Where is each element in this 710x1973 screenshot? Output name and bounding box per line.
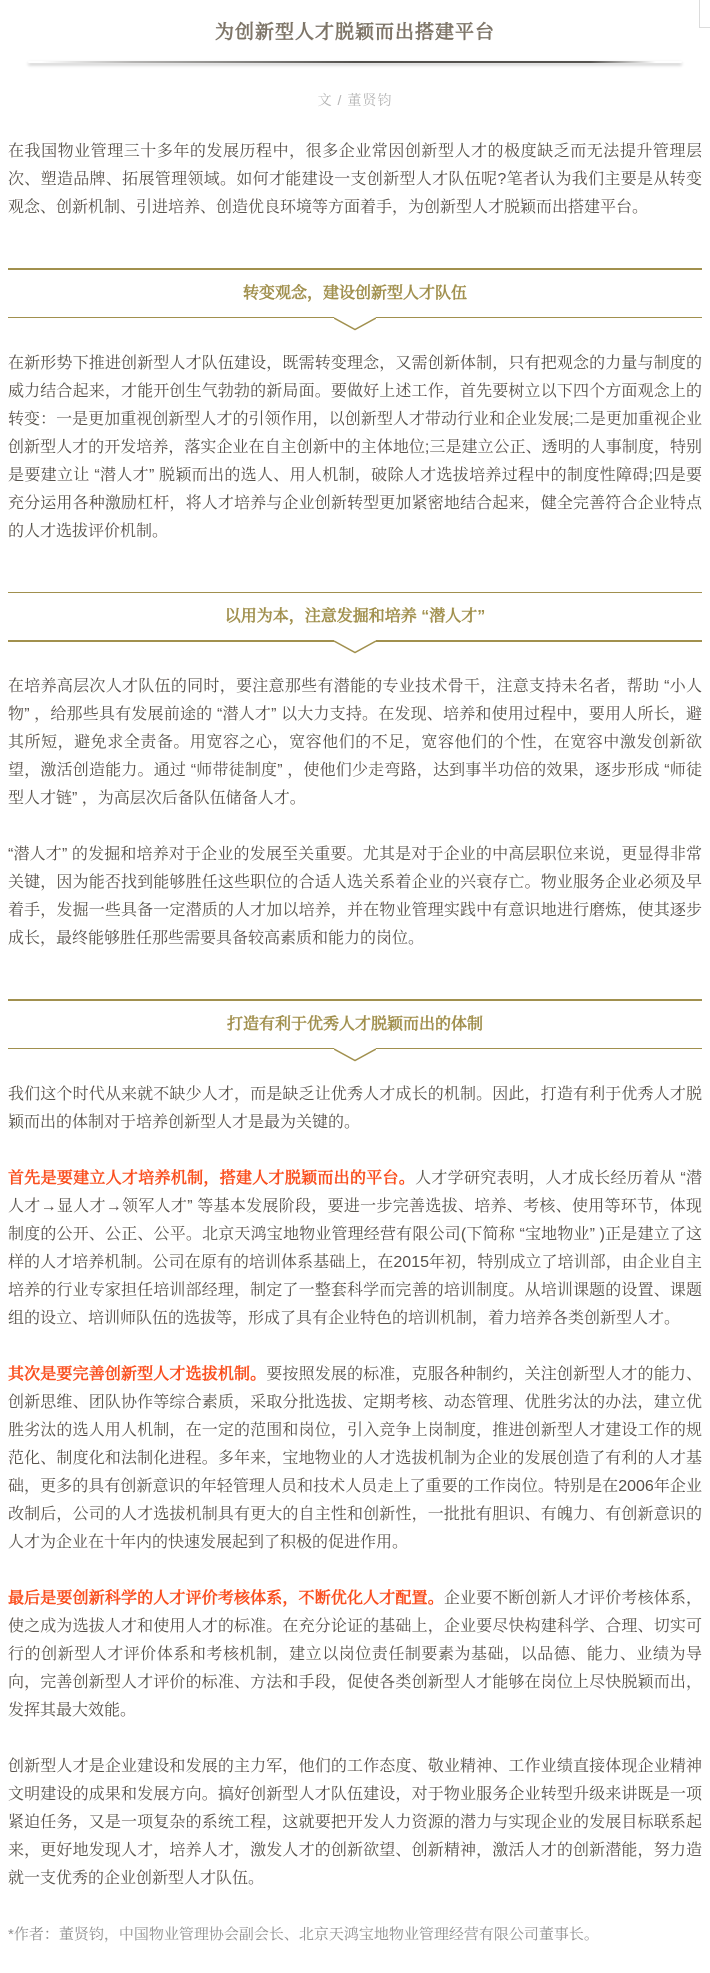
section-rule-bottom [8, 640, 702, 654]
rule-line [8, 1048, 334, 1050]
section-build-system [8, 999, 702, 1893]
rule-line [8, 317, 334, 319]
section-rule-bottom [8, 317, 702, 331]
page-title: 为创新型人才脱颖而出搭建平台 [214, 22, 495, 43]
chevron-notch-icon [334, 317, 376, 331]
paragraph-text: 要按照发展的标准，克服各种制约，关注创新型人才的能力、创新思维、团队协作等综合素质，采取分批选拔、定期考核、动态管理、优胜劣汰的办法，建立优胜劣汰的选人用人机制，在一定的范围和岗位，引入竞争上岗制度，推进创新型人才建设工作的规范化、制度化和法制化进程。多年来，宝地物业的人才选拔机制为企业的发展创造了有利的人才基础，更多的具有创新意识的年轻管理人员和技术人员走上了重要的工作岗位。特别是在2006年企业改制后，公司的人才选拔机制具有更大的自主性和创新性，一批批有胆识、有魄力、有创新意识的人才为企业在十年内的快速发展起到了积极的促进作用。 [8, 1365, 702, 1551]
paragraph [8, 1753, 702, 1893]
paragraph-text: 企业要不断创新人才评价考核体系，使之成为选拔人才和使用人才的标准。在充分论证的基础上，企业要尽快构建科学、合理、切实可行的创新型人才评价体系和考核机制，建立以岗位责任制要素为基础，以品德、能力、业绩为导向，完善创新型人才评价的标准、方法和手段，促使各类创新型人才能够在岗位上尽快脱颖而出，发挥其最大效能。 [8, 1589, 702, 1719]
rule-line [376, 317, 702, 319]
corner-frame-fragment [699, 0, 710, 28]
paragraph [8, 1165, 702, 1333]
paragraph-lead: 最后是要创新科学的人才评价考核体系，不断优化人才配置。 [8, 1589, 444, 1607]
author-footnote: *作者：董贤钧，中国物业管理协会副会长、北京天鸿宝地物业管理经营有限公司董事长。 [8, 1925, 599, 1943]
chevron-notch-icon [334, 1048, 376, 1062]
section-rule-top [8, 999, 702, 1001]
paragraph [8, 350, 702, 546]
paragraph-text: 人才学研究表明，人才成长经历着从 “潜人才→显人才→领军人才” 等基本发展阶段，要进一步完善选拔、培养、考核、使用等环节，体现制度的公开、公正、公平。北京天鸿宝地物业管理经营有限公司(下简称 “宝地物业” )正是建立了这样的人才培养机制。公司在原有的培训体系基础上，在2015年初，特别成立了培训部，由企业自主培养的行业专家担任培训部经理，制定了一整套科学而完善的培训制度。从培训课题的设置、课题组的设立、培训师队伍的选拔等，形成了具有企业特色的培训机制，着力培养各类创新型人才。 [8, 1169, 702, 1327]
section-heading: 打造有利于优秀人才脱颖而出的体制 [226, 1015, 483, 1033]
paragraph-text: 创新型人才是企业建设和发展的主力军，他们的工作态度、敬业精神、工作业绩直接体现企业精神文明建设的成果和发展方向。搞好创新型人才队伍建设，对于物业服务企业转型升级来讲既是一项紧迫任务，又是一项复杂的系统工程，这就要把开发人力资源的潜力与实现企业的发展目标联系起来，更好地发现人才，培养人才，激发人才的创新欲望、创新精神，激活人才的创新潜能，努力造就一支优秀的企业创新型人才队伍。 [8, 1757, 702, 1887]
section-nurture-latent-talent [8, 592, 702, 954]
paragraph [8, 673, 702, 813]
paragraph-text: 在新形势下推进创新型人才队伍建设，既需转变理念，又需创新体制，只有把观念的力量与制度的威力结合起来，才能开创生气勃勃的新局面。要做好上述工作，首先要树立以下四个方面观念上的转变：一是更加重视创新型人才的引领作用，以创新型人才带动行业和企业发展;二是更加重视企业创新型人才的开发培养，落实企业在自主创新中的主体地位;三是建立公正、透明的人事制度，特别是要建立让 “潜人才” 脱颖而出的选人、用人机制，破除人才选拔培养过程中的制度性障碍;四是要充分运用各种激励杠杆，将人才培养与企业创新转型更加紧密地结合起来，健全完善符合企业特点的人才选拔评价机制。 [8, 354, 702, 540]
section-change-mindset [8, 268, 702, 546]
chevron-notch-icon [334, 640, 376, 654]
paragraph [8, 1081, 702, 1137]
intro-paragraph: 在我国物业管理三十多年的发展历程中，很多企业常因创新型人才的极度缺乏而无法提升管理层次、塑造品牌、拓展管理领域。如何才能建设一支创新型人才队伍呢?笔者认为我们主要是从转变观念、创新机制、引进培养、创造优良环境等方面着手，为创新型人才脱颖而出搭建平台。 [8, 143, 702, 216]
paragraph-lead: 首先是要建立人才培养机制，搭建人才脱颖而出的平台。 [8, 1169, 416, 1187]
section-rule-bottom [8, 1048, 702, 1062]
paragraph-text: 在培养高层次人才队伍的同时，要注意那些有潜能的专业技术骨干，注意支持未名者，帮助 “小人物” ，给那些具有发展前途的 “潜人才” 以大力支持。在发现、培养和使用过程中，要用人所长，避其所短，避免求全责备。用宽容之心，宽容他们的不足，宽容他们的个性，在宽容中激发创新欲望，激活创造能力。通过 “师带徒制度” ，使他们少走弯路，达到事半功倍的效果，逐步形成 “师徒型人才链” ，为高层次后备队伍储备人才。 [8, 678, 702, 807]
section-heading: 转变观念，建设创新型人才队伍 [242, 284, 467, 302]
section-rule-top [8, 268, 702, 270]
section-rule-top [8, 592, 702, 594]
paragraph [8, 841, 702, 953]
section-heading: 以用为本，注意发掘和培养 “潜人才” [224, 608, 486, 625]
paragraph-text: “潜人才” 的发掘和培养对于企业的发展至关重要。尤其是对于企业的中高层职位来说，更显得非常关键，因为能否找到能够胜任这些职位的合适人选关系着企业的兴衰存亡。物业服务企业必须及早着手，发掘一些具备一定潜质的人才加以培养，并在物业管理实践中有意识地进行磨炼，使其逐步成长，最终能够胜任那些需要具备较高素质和能力的岗位。 [8, 846, 702, 947]
paragraph-text: 我们这个时代从来就不缺少人才，而是缺乏让优秀人才成长的机制。因此，打造有利于优秀人才脱颖而出的体制对于培养创新型人才是最为关键的。 [8, 1085, 702, 1131]
author-byline: 文 / 董贤钧 [317, 92, 393, 108]
paragraph-lead: 其次是要完善创新型人才选拔机制。 [8, 1365, 267, 1383]
title-divider [28, 61, 682, 63]
rule-line [8, 640, 334, 642]
paragraph [8, 1361, 702, 1557]
rule-line [376, 640, 702, 642]
rule-line [376, 1048, 702, 1050]
paragraph [8, 1585, 702, 1725]
